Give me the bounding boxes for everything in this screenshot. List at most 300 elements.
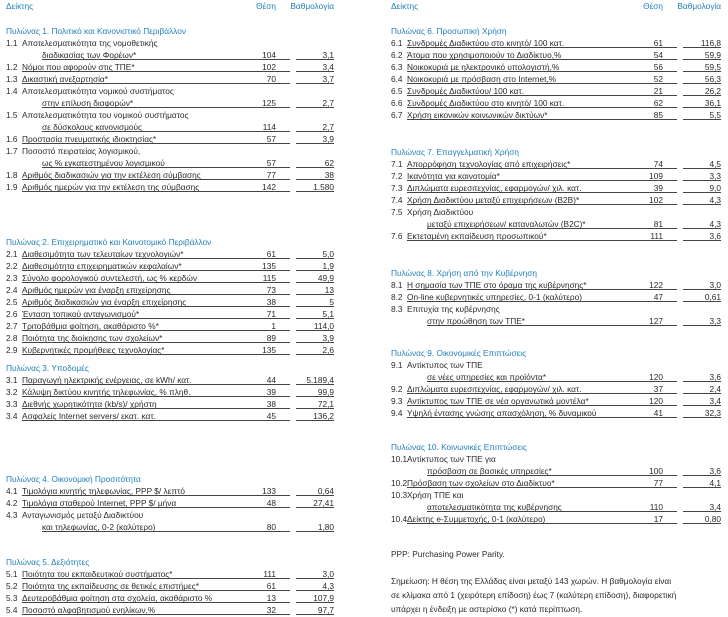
indicator-position: 135 — [262, 345, 276, 355]
indicator-position: 115 — [262, 273, 276, 283]
indicator-score: 2,7 — [322, 98, 334, 108]
indicator-score: 3,3 — [709, 171, 721, 181]
footnote-line-3: υπάρχει η ένδειξη με αστερίσκο (*) κατά περίπτωση. — [391, 604, 583, 614]
indicator-score: 49,9 — [317, 273, 334, 283]
indicator-score: 5,0 — [322, 249, 334, 259]
indicator-score: 114,0 — [313, 321, 334, 331]
indicator-position: 45 — [266, 411, 276, 421]
indicator-number: 1.3 — [6, 74, 18, 84]
indicator-number: 7.3 — [391, 183, 403, 193]
leader-line — [22, 179, 290, 180]
indicator-score: 0,61 — [704, 292, 721, 302]
indicator-row-line — [389, 303, 721, 315]
indicator-position: 111 — [263, 569, 276, 579]
indicator-row — [4, 97, 334, 109]
leader-line — [22, 318, 290, 319]
indicator-position: 61 — [653, 38, 663, 48]
indicator-row — [389, 109, 721, 121]
indicator-number: 7.1 — [391, 159, 403, 169]
indicator-row — [389, 85, 721, 97]
indicator-label: Αριθμός διαδικασιών για την εκτέλεση σύμβασης — [22, 170, 201, 180]
indicator-number: 6.6 — [391, 98, 403, 108]
indicator-position: 111 — [650, 231, 663, 241]
indicator-label: στην επίλυση διαφορών* — [42, 98, 134, 108]
indicator-position: 39 — [653, 183, 663, 193]
indicator-position: 104 — [262, 50, 276, 60]
indicator-position: 85 — [653, 110, 663, 120]
indicator-score: 4,3 — [709, 195, 721, 205]
indicator-label: Τριτοβάθμια φοίτηση, ακαθάριστο %* — [22, 321, 159, 331]
indicator-score: 97,7 — [317, 605, 334, 615]
leader-line — [407, 47, 677, 48]
leader-line — [42, 167, 290, 168]
indicator-score: 1,9 — [322, 261, 334, 271]
indicator-score: 38 — [324, 170, 334, 180]
indicator-row — [389, 279, 721, 291]
indicator-row — [4, 121, 334, 133]
leader-line — [22, 507, 290, 508]
indicator-position: 133 — [262, 486, 276, 496]
leader-line — [427, 381, 677, 382]
indicator-position: 39 — [266, 387, 276, 397]
footnote-line-2: σε κλίμακα από 1 (χειρότερη επίδοση) έως 7 (καλύτερη επίδοση), διαφορετική — [391, 590, 677, 600]
right-header-row — [389, 1, 721, 13]
indicator-row — [389, 230, 721, 242]
indicator-label: αποτελεσματικότητα της κυβέρνησης — [427, 502, 562, 512]
indicator-row — [4, 133, 334, 145]
indicator-row-line — [4, 509, 334, 521]
indicator-row — [4, 61, 334, 73]
indicator-row — [389, 158, 721, 170]
indicator-score: 3,4 — [709, 502, 721, 512]
indicator-score: 59,9 — [704, 50, 721, 60]
leader-line — [296, 507, 334, 508]
indicator-score: 2,6 — [322, 345, 334, 355]
leader-line — [407, 487, 677, 488]
indicator-label: Χρήση Διαδικτύου μεταξύ επιχειρήσεων (B2B)* — [407, 195, 580, 205]
indicator-score: 3,9 — [322, 134, 334, 144]
indicator-row — [389, 371, 721, 383]
left-header-row — [4, 1, 334, 13]
indicator-label: Συνδρομές Διαδικτύου στο κινητό/ 100 κατ. — [407, 38, 565, 48]
leader-line — [407, 393, 677, 394]
header-position: Θέση — [643, 1, 663, 11]
leader-line — [22, 354, 290, 355]
indicator-score: 9,0 — [709, 183, 721, 193]
indicator-label: Ικανότητα για καινοτομία* — [407, 171, 500, 181]
leader-line — [407, 192, 677, 193]
indicator-number: 2.4 — [6, 285, 18, 295]
left-column — [4, 1, 334, 615]
indicator-row — [389, 37, 721, 49]
indicator-number: 7.2 — [391, 171, 403, 181]
indicator-position: 89 — [266, 333, 276, 343]
indicator-label: διαδικασίας των Φορέων* — [42, 50, 137, 60]
indicator-number: 1.8 — [6, 170, 18, 180]
indicator-label: Εκτεταμένη εκπαίδευση προσωπικού* — [407, 231, 547, 241]
indicator-number: 1.4 — [6, 86, 18, 96]
indicator-row — [4, 580, 334, 592]
indicator-score: 36,1 — [704, 98, 721, 108]
indicator-number: 6.3 — [391, 62, 403, 72]
indicator-score: 3,6 — [709, 466, 721, 476]
indicator-label: Χρήση ΤΠΕ και — [407, 490, 464, 500]
header-indicator: Δείκτης — [391, 1, 419, 11]
indicator-label: Διαθεσιμότητα των τελευταίων τεχνολογιών* — [22, 249, 184, 259]
leader-line — [407, 95, 677, 96]
leader-line — [22, 294, 290, 295]
indicator-number: 4.2 — [6, 498, 18, 508]
indicator-row — [4, 497, 334, 509]
leader-line — [296, 354, 334, 355]
pillar-title: Πυλώνας 1. Πολιτικό και Κανονιστικό Περιβάλλον — [6, 26, 186, 36]
footnote-line-1: Σημείωση: Η θέση της Ελλάδας είναι μεταξύ 143 χωρών. Η βαθμολογία είναι — [391, 576, 672, 586]
footnote — [391, 574, 721, 588]
indicator-number: 6.1 — [391, 38, 403, 48]
leader-line — [22, 258, 290, 259]
leader-line — [296, 614, 334, 615]
indicator-position: 44 — [266, 375, 276, 385]
indicator-score: 3,4 — [709, 396, 721, 406]
indicator-position: 109 — [649, 171, 663, 181]
indicator-row — [4, 73, 334, 85]
indicator-row — [389, 97, 721, 109]
indicator-row — [389, 315, 721, 327]
indicator-score: 4,1 — [709, 478, 721, 488]
leader-line — [407, 289, 677, 290]
leader-line — [296, 590, 334, 591]
indicator-row-line — [4, 145, 334, 157]
indicator-number: 8.1 — [391, 280, 403, 290]
indicator-row — [389, 218, 721, 230]
leader-line — [22, 590, 290, 591]
indicator-row — [4, 296, 334, 308]
indicator-position: 57 — [266, 134, 276, 144]
indicator-label: Συνδρομές Διαδικτύου στο κινητό/ 100 κατ. — [407, 98, 565, 108]
indicator-row — [4, 332, 334, 344]
indicator-position: 17 — [653, 514, 663, 524]
indicator-row-line — [4, 109, 334, 121]
indicator-position: 1 — [271, 321, 276, 331]
indicator-number: 2.5 — [6, 297, 18, 307]
leader-line — [296, 131, 334, 132]
indicator-position: 57 — [266, 158, 276, 168]
indicator-position: 48 — [266, 498, 276, 508]
indicator-label: Δικαστική ανεξαρτησία* — [22, 74, 108, 84]
indicator-row-line — [389, 206, 721, 218]
indicator-score: 72,1 — [317, 399, 334, 409]
leader-line — [296, 306, 334, 307]
indicator-position: 47 — [653, 292, 663, 302]
indicator-position: 38 — [266, 399, 276, 409]
indicator-row — [4, 344, 334, 356]
indicator-row — [4, 308, 334, 320]
indicator-number: 7.6 — [391, 231, 403, 241]
pillar-title: Πυλώνας 6. Προσωπική Χρήση — [391, 26, 507, 36]
leader-line — [683, 393, 721, 394]
pillar-title: Πυλώνας 7. Επαγγελματική Χρήση — [391, 147, 519, 157]
leader-line — [683, 192, 721, 193]
indicator-label: Ανταγωνισμός μεταξύ Διαδικτύου — [22, 510, 144, 520]
indicator-number: 2.7 — [6, 321, 18, 331]
indicator-number: 2.9 — [6, 345, 18, 355]
indicator-position: 38 — [266, 297, 276, 307]
indicator-row — [389, 383, 721, 395]
indicator-label: σε νέες υπηρεσίες και προϊόντα* — [427, 372, 547, 382]
indicator-number: 6.5 — [391, 86, 403, 96]
leader-line — [683, 180, 721, 181]
indicator-label: On-line κυβερνητικές υπηρεσίες, 0-1 (καλύτερο) — [407, 292, 582, 302]
indicator-position: 114 — [262, 122, 276, 132]
indicator-score: 99,9 — [317, 387, 334, 397]
header-indicator: Δείκτης — [6, 1, 34, 11]
indicator-position: 13 — [266, 593, 276, 603]
indicator-position: 61 — [266, 249, 276, 259]
leader-line — [683, 95, 721, 96]
leader-line — [683, 240, 721, 241]
leader-line — [296, 143, 334, 144]
indicator-number: 6.7 — [391, 110, 403, 120]
header-score: Βαθμολογία — [677, 1, 721, 11]
indicator-number: 1.1 — [6, 38, 18, 48]
indicator-score: 56,3 — [704, 74, 721, 84]
leader-line — [296, 59, 334, 60]
indicator-score: 5 — [329, 297, 334, 307]
indicator-row — [389, 501, 721, 513]
indicator-row — [4, 604, 334, 616]
indicator-position: 70 — [266, 74, 276, 84]
leader-line — [296, 83, 334, 84]
indicator-number: 2.8 — [6, 333, 18, 343]
indicator-row — [4, 169, 334, 181]
indicator-row — [4, 320, 334, 332]
indicator-score: 1,80 — [317, 522, 334, 532]
indicator-row — [389, 182, 721, 194]
pillar-section — [4, 236, 334, 356]
indicator-label: Παραγωγή ηλεκτρικής ενέργειας, σε kWh/ κατ. — [22, 375, 192, 385]
indicator-label: Αντίκτυπος των ΤΠΕ για — [407, 454, 496, 464]
leader-line — [22, 578, 290, 579]
leader-line — [296, 167, 334, 168]
indicator-number: 1.7 — [6, 146, 18, 156]
indicator-position: 120 — [649, 396, 663, 406]
indicator-score: 59,5 — [704, 62, 721, 72]
indicator-number: 2.2 — [6, 261, 18, 271]
leader-line — [407, 107, 677, 108]
leader-line — [407, 168, 677, 169]
indicator-label: Τιμολόγια κινητής τηλεφωνίας, PPP $/ λεπτό — [22, 486, 185, 496]
indicator-score: 3,1 — [322, 50, 334, 60]
indicator-score: 4,3 — [709, 219, 721, 229]
indicator-number: 5.3 — [6, 593, 18, 603]
indicator-position: 127 — [649, 316, 663, 326]
indicator-score: 26,2 — [704, 86, 721, 96]
pillar-section — [4, 556, 334, 616]
indicator-row — [389, 61, 721, 73]
indicator-position: 100 — [649, 466, 663, 476]
indicator-score: 3,9 — [322, 333, 334, 343]
indicator-label: Νοικοκυριά με πρόσβαση στο Internet,% — [407, 74, 557, 84]
indicator-position: 73 — [266, 285, 276, 295]
ppp-note — [391, 547, 721, 561]
indicator-label: Ποσοστό αλφαβητισμού ενηλίκων,% — [22, 605, 156, 615]
ppp-text: PPP: Purchasing Power Parity. — [391, 549, 505, 559]
indicator-label: Προστασία πνευματικής ιδιοκτησίας* — [22, 134, 157, 144]
leader-line — [427, 325, 677, 326]
leader-line — [683, 228, 721, 229]
indicator-score: 62 — [324, 158, 334, 168]
leader-line — [683, 405, 721, 406]
leader-line — [296, 179, 334, 180]
indicator-number: 2.6 — [6, 309, 18, 319]
indicator-score: 3,0 — [322, 569, 334, 579]
indicator-number: 10.4 — [391, 514, 408, 524]
indicator-row-line — [4, 37, 334, 49]
indicator-position: 77 — [266, 170, 276, 180]
indicator-position: 110 — [649, 502, 663, 512]
leader-line — [296, 396, 334, 397]
indicator-number: 9.4 — [391, 408, 403, 418]
leader-line — [296, 408, 334, 409]
leader-line — [296, 318, 334, 319]
leader-line — [407, 204, 677, 205]
indicator-row — [4, 398, 334, 410]
indicator-label: Διπλώματα ευρεσιτεχνίας, εφαρμογών/ χιλ. κατ. — [407, 384, 582, 394]
indicator-label: στην προώθηση των ΤΠΕ* — [427, 316, 526, 326]
indicator-score: 4,3 — [322, 581, 334, 591]
indicator-label: Κυβερνητικές προμήθειες τεχνολογίας* — [22, 345, 165, 355]
indicator-score: 0,80 — [704, 514, 721, 524]
indicator-number: 7.5 — [391, 207, 403, 217]
indicator-position: 56 — [653, 62, 663, 72]
leader-line — [296, 578, 334, 579]
indicator-row — [389, 170, 721, 182]
leader-line — [683, 487, 721, 488]
indicator-label: Αριθμός ημερών για έναρξη επιχείρησης — [22, 285, 171, 295]
indicator-position: 21 — [653, 86, 663, 96]
pillar-title: Πυλώνας 5. Δεξιότητες — [6, 557, 90, 567]
indicator-row — [4, 181, 334, 193]
leader-line — [22, 282, 290, 283]
indicator-label: Αριθμός διαδικασιών για έναρξη επιχείρησης — [22, 297, 187, 307]
pillar-title: Πυλώνας 4. Οικονομική Προσιτότητα — [6, 474, 141, 484]
leader-line — [427, 475, 677, 476]
leader-line — [22, 602, 290, 603]
indicator-label: και τηλεφωνίας, 0-2 (καλύτερο) — [42, 522, 156, 532]
indicator-score: 1.580 — [313, 182, 334, 192]
indicator-score: 3,6 — [709, 231, 721, 241]
pillar-section — [389, 441, 721, 525]
footnote-cont — [391, 588, 721, 616]
indicator-number: 10.3 — [391, 490, 408, 500]
leader-line — [683, 289, 721, 290]
indicator-row-line — [4, 85, 334, 97]
indicator-row — [389, 477, 721, 489]
leader-line — [22, 408, 290, 409]
indicator-position: 37 — [653, 384, 663, 394]
indicator-label: Πρόσβαση των σχολείων στο Διαδίκτυο* — [407, 478, 555, 488]
indicator-row — [389, 49, 721, 61]
indicator-row — [4, 248, 334, 260]
leader-line — [683, 83, 721, 84]
indicator-label: Ποιότητα της εκπαίδευσης σε θετικές επιστήμες* — [22, 581, 199, 591]
indicator-number: 2.3 — [6, 273, 18, 283]
indicator-position: 32 — [266, 605, 276, 615]
leader-line — [407, 180, 677, 181]
indicator-row — [389, 194, 721, 206]
indicator-row — [4, 272, 334, 284]
leader-line — [407, 59, 677, 60]
indicator-position: 80 — [266, 522, 276, 532]
indicator-row — [389, 513, 721, 525]
indicator-position: 142 — [262, 182, 276, 192]
indicator-row-line — [389, 453, 721, 465]
leader-line — [683, 417, 721, 418]
indicator-number: 5.2 — [6, 581, 18, 591]
indicator-number: 3.2 — [6, 387, 18, 397]
leader-line — [22, 191, 290, 192]
leader-line — [296, 384, 334, 385]
indicator-number: 3.1 — [6, 375, 18, 385]
leader-line — [683, 168, 721, 169]
leader-line — [22, 71, 290, 72]
indicator-number: 8.3 — [391, 304, 403, 314]
indicator-row — [4, 410, 334, 422]
pillar-title: Πυλώνας 9. Οικονομικές Επιπτώσεις — [391, 348, 527, 358]
indicator-position: 102 — [649, 195, 663, 205]
pillar-section — [4, 473, 334, 533]
indicator-score: 3,6 — [709, 372, 721, 382]
leader-line — [296, 282, 334, 283]
indicator-label: Υψηλή έντασης γνώσης απασχόληση, % δυναμικού — [407, 408, 597, 418]
leader-line — [683, 204, 721, 205]
indicator-label: Νοικοκυριά με ηλεκτρονικό υπολογιστή,% — [407, 62, 560, 72]
indicator-label: Συνδρομές Διαδικτύου/ 100 κατ. — [407, 86, 525, 96]
indicator-label: Τιμολόγια σταθερού Internet, PPP $/ μήνα — [22, 498, 177, 508]
indicator-number: 1.9 — [6, 182, 18, 192]
header-score: Βαθμολογία — [290, 1, 334, 11]
leader-line — [22, 396, 290, 397]
leader-line — [683, 325, 721, 326]
indicator-row — [4, 49, 334, 61]
leader-line — [407, 71, 677, 72]
leader-line — [407, 301, 677, 302]
indicator-label: Αντίκτυπος των ΤΠΕ σε νέα οργανωτικά μοντέλα* — [407, 396, 589, 406]
leader-line — [296, 270, 334, 271]
indicator-label: Αποτελεσματικότητα νομικού συστήματος — [22, 86, 174, 96]
indicator-score: 32,3 — [704, 408, 721, 418]
indicator-label: Ποιότητα της διοίκησης των σχολείων* — [22, 333, 163, 343]
indicator-row — [389, 407, 721, 419]
pillar-title: Πυλώνας 8. Χρήση από την Κυβέρνηση — [391, 268, 537, 278]
indicator-number: 1.2 — [6, 62, 18, 72]
leader-line — [296, 71, 334, 72]
indicator-score: 3,4 — [322, 62, 334, 72]
indicator-number: 1.6 — [6, 134, 18, 144]
leader-line — [296, 602, 334, 603]
pillar-title: Πυλώνας 3. Υποδομές — [6, 363, 89, 373]
leader-line — [683, 523, 721, 524]
indicator-row — [4, 568, 334, 580]
indicator-score: 3,7 — [322, 74, 334, 84]
indicator-number: 3.4 — [6, 411, 18, 421]
indicator-score: 5.189,4 — [306, 375, 334, 385]
leader-line — [22, 614, 290, 615]
indicator-label: Άτομα που χρησιμοποιούν το Διαδίκτυο,% — [407, 50, 562, 60]
indicator-position: 74 — [653, 159, 663, 169]
indicator-label: Αριθμός ημερών για την εκτέλεση της σύμβασης — [22, 182, 200, 192]
indicator-number: 5.4 — [6, 605, 18, 615]
